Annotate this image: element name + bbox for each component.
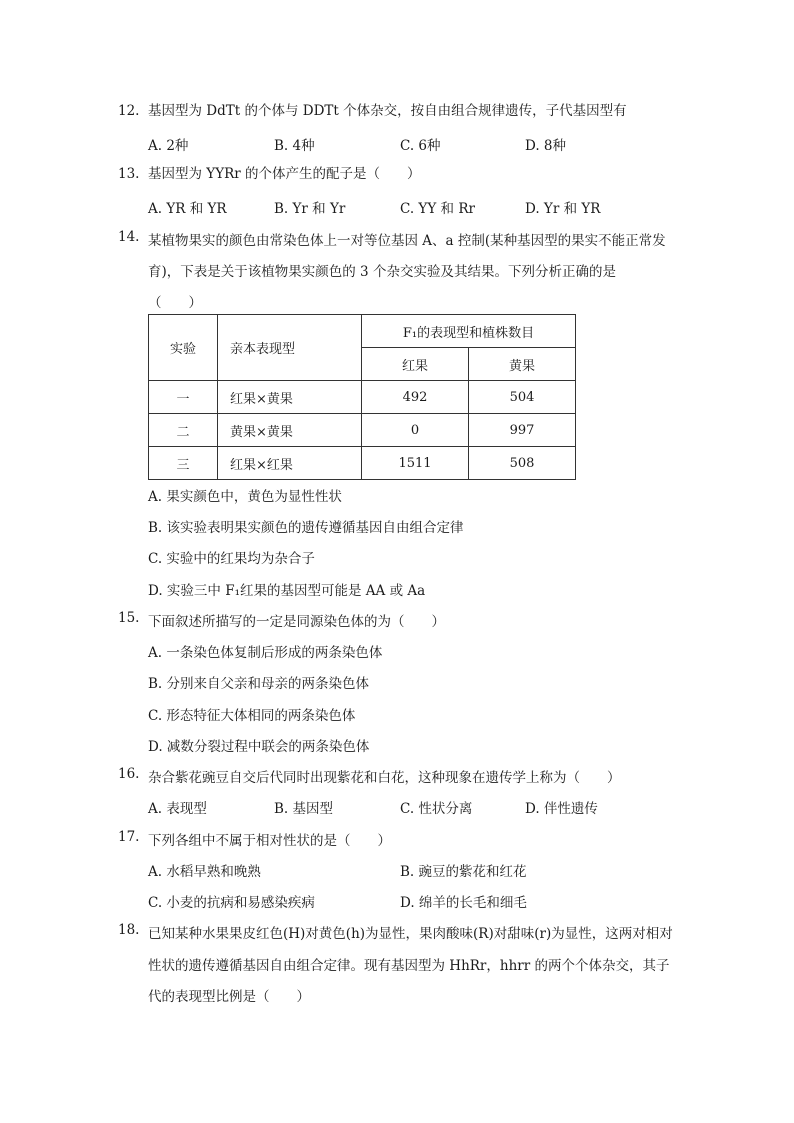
table-row — [149, 381, 576, 414]
option-d[interactable]: D. 8种 — [525, 138, 567, 154]
option-a[interactable]: A. 表现型 — [148, 801, 207, 817]
cell-experiment: 三 — [149, 447, 218, 480]
cell-yellow: 997 — [469, 414, 576, 447]
option-b[interactable]: B. 该实验表明果实颜色的遗传遵循基因自由组合定律 — [148, 520, 464, 536]
option-d[interactable]: D. 伴性遗传 — [525, 801, 598, 817]
option-a[interactable]: A. 果实颜色中，黄色为显性性状 — [148, 489, 342, 505]
option-c[interactable]: C. 形态特征大体相同的两条染色体 — [148, 708, 356, 724]
header-experiment: 实验 — [149, 315, 218, 381]
option-b[interactable]: B. 豌豆的紫花和红花 — [400, 864, 527, 880]
question-number: 18. — [118, 922, 140, 938]
option-c[interactable]: C. YY 和 Rr — [400, 201, 475, 217]
header-red: 红果 — [362, 348, 469, 381]
question-stem-line-1: 某植物果实的颜色由常染色体上一对等位基因 A、a 控制(某种基因型的果实不能正常发 — [148, 233, 666, 249]
question-stem-line-2: 育)，下表是关于该植物果实颜色的 3 个杂交实验及其结果。下列分析正确的是 — [148, 264, 616, 280]
cell-experiment: 一 — [149, 381, 218, 414]
question-number: 16. — [118, 766, 140, 782]
option-a[interactable]: A. 2种 — [148, 138, 189, 154]
option-d[interactable]: D. Yr 和 YR — [525, 201, 601, 217]
question-number: 15. — [118, 610, 140, 626]
cell-red: 0 — [362, 414, 469, 447]
option-b[interactable]: B. 4种 — [274, 138, 315, 154]
option-a[interactable]: A. 一条染色体复制后形成的两条染色体 — [148, 645, 383, 661]
option-d[interactable]: D. 绵羊的长毛和细毛 — [400, 895, 527, 911]
question-stem-line-2: 性状的遗传遵循基因自由组合定律。现有基因型为 HhRr，hhrr 的两个个体杂交，其子 — [148, 958, 670, 974]
option-b[interactable]: B. Yr 和 Yr — [274, 201, 346, 217]
header-yellow: 黄果 — [469, 348, 576, 381]
option-a[interactable]: A. YR 和 YR — [148, 201, 227, 217]
option-b[interactable]: B. 基因型 — [274, 801, 334, 817]
question-number: 14. — [118, 229, 140, 245]
question-stem: 下面叙述所描写的一定是同源染色体的为（ ） — [148, 614, 445, 630]
cell-yellow: 504 — [469, 381, 576, 414]
option-a[interactable]: A. 水稻早熟和晚熟 — [148, 864, 261, 880]
option-c[interactable]: C. 6种 — [400, 138, 441, 154]
cell-parent: 红果×黄果 — [218, 381, 362, 414]
header-f1: F₁的表现型和植株数目 — [362, 315, 576, 348]
table-row — [149, 447, 576, 480]
cell-experiment: 二 — [149, 414, 218, 447]
option-d[interactable]: D. 实验三中 F₁红果的基因型可能是 AA 或 Aa — [148, 583, 426, 599]
cell-parent: 红果×红果 — [218, 447, 362, 480]
table-row — [149, 414, 576, 447]
question-stem-line-1: 已知某种水果果皮红色(H)对黄色(h)为显性，果肉酸味(R)对甜味(r)为显性，这两对相对 — [148, 926, 673, 942]
question-number: 13. — [118, 166, 140, 182]
option-d[interactable]: D. 减数分裂过程中联会的两条染色体 — [148, 739, 370, 755]
header-parent-phenotype: 亲本表现型 — [218, 315, 362, 381]
cell-yellow: 508 — [469, 447, 576, 480]
cell-red: 492 — [362, 381, 469, 414]
option-c[interactable]: C. 小麦的抗病和易感染疾病 — [148, 895, 315, 911]
question-stem: 基因型为 DdTt 的个体与 DDTt 个体杂交，按自由组合规律遗传，子代基因型有 — [148, 103, 627, 119]
option-c[interactable]: C. 实验中的红果均为杂合子 — [148, 551, 315, 567]
question-stem: 杂合紫花豌豆自交后代同时出现紫花和白花，这种现象在遗传学上称为（ ） — [148, 770, 621, 786]
option-b[interactable]: B. 分别来自父亲和母亲的两条染色体 — [148, 676, 370, 692]
option-c[interactable]: C. 性状分离 — [400, 801, 473, 817]
question-stem: 基因型为 YYRr 的个体产生的配子是（ ） — [148, 166, 421, 182]
question-stem: 下列各组中不属于相对性状的是（ ） — [148, 833, 391, 849]
cell-red: 1511 — [362, 447, 469, 480]
question-number: 12. — [118, 103, 140, 119]
question-stem-line-3: 代的表现型比例是（ ） — [148, 989, 310, 1005]
cell-parent: 黄果×黄果 — [218, 414, 362, 447]
results-table — [148, 314, 576, 480]
question-stem-line-3: （ ） — [148, 295, 202, 311]
question-number: 17. — [118, 829, 140, 845]
